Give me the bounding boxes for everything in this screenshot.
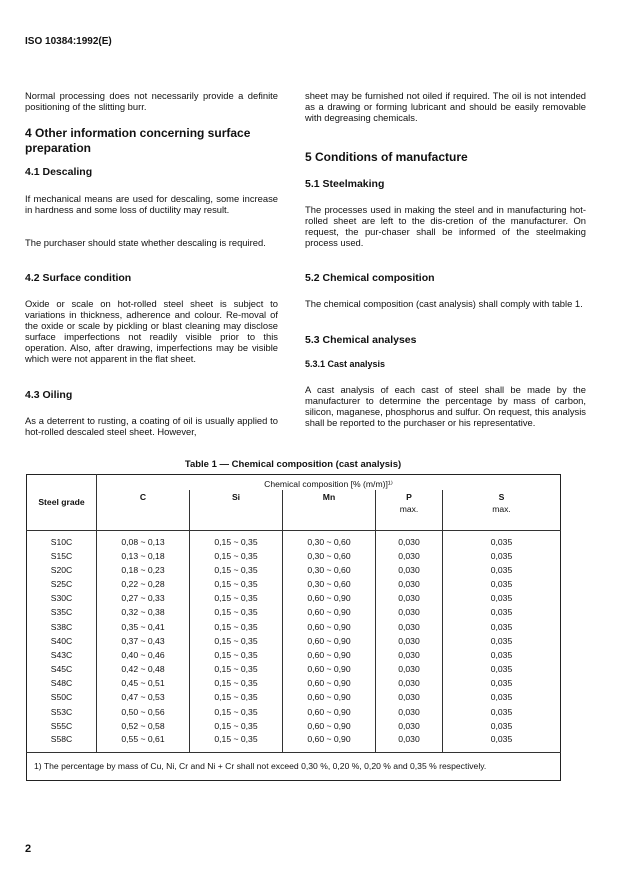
table-cell: 0,13 ~ 0,18: [97, 549, 190, 563]
table-cell: 0,030: [376, 549, 443, 563]
table-cell: 0,035: [490, 664, 513, 675]
table-row: [27, 549, 561, 563]
table-cell: 0,15 ~ 0,35: [190, 563, 283, 577]
table-cell: 0,47 ~ 0,53: [97, 691, 190, 705]
table-cell: 0,035: [490, 607, 513, 618]
table-cell: 0,30 ~ 0,60: [283, 577, 376, 591]
table-cell: 0,15 ~ 0,35: [190, 606, 283, 620]
header-c: C: [97, 490, 190, 504]
table-cell: 0,22 ~ 0,28: [97, 577, 190, 591]
table-row: [27, 530, 561, 549]
table-cell: 0,030: [376, 677, 443, 691]
table-row: [27, 577, 561, 591]
table-cell: 0,030: [376, 563, 443, 577]
table-row: [27, 663, 561, 677]
table-cell: 0,15 ~ 0,35: [190, 677, 283, 691]
table-cell: S40C: [27, 634, 97, 648]
header-p: P: [376, 490, 443, 504]
table-cell: 0,52 ~ 0,58: [97, 719, 190, 733]
table-cell: S45C: [27, 663, 97, 677]
document-header: ISO 10384:1992(E): [25, 36, 112, 47]
table-cell: S55C: [27, 719, 97, 733]
table-cell: 0,030: [376, 733, 443, 752]
table-cell: 0,15 ~ 0,35: [190, 733, 283, 752]
table-cell: 0,35 ~ 0,41: [97, 620, 190, 634]
table-cell: 0,030: [376, 606, 443, 620]
table-row: [27, 719, 561, 733]
table-cell: 0,035: [490, 593, 513, 604]
paragraph: As a deterrent to rusting, a coating of oil is usually applied to hot-rolled descaled steel sheet. However,: [25, 415, 278, 437]
header-s: S: [498, 491, 505, 502]
table-cell: 0,40 ~ 0,46: [97, 648, 190, 662]
table-cell: S48C: [27, 677, 97, 691]
table-cell: S58C: [27, 733, 97, 752]
section-5-3-1-heading: 5.3.1 Cast analysis: [305, 359, 386, 369]
table-row: [27, 592, 561, 606]
table-cell: S30C: [27, 592, 97, 606]
table-cell: S10C: [27, 530, 97, 549]
section-4-heading: 4 Other information concerning surface preparation: [25, 126, 251, 155]
table-cell: 0,035: [490, 734, 513, 745]
table-row: [27, 733, 561, 752]
table-cell: 0,035: [490, 621, 513, 632]
table-row: [27, 691, 561, 705]
table-cell: 0,60 ~ 0,90: [283, 733, 376, 752]
table-row: [27, 634, 561, 648]
table-cell: 0,15 ~ 0,35: [190, 577, 283, 591]
table-cell: 0,035: [490, 635, 513, 646]
paragraph: The purchaser should state whether descaling is required.: [25, 237, 266, 248]
table-row: [27, 705, 561, 719]
table-cell: 0,55 ~ 0,61: [97, 733, 190, 752]
table-cell: 0,035: [490, 649, 513, 660]
table-cell: 0,030: [376, 705, 443, 719]
table-cell: 0,32 ~ 0,38: [97, 606, 190, 620]
section-5-2-heading: 5.2 Chemical composition: [305, 272, 435, 284]
table-cell: 0,50 ~ 0,56: [97, 705, 190, 719]
table-cell: 0,030: [376, 648, 443, 662]
table-cell: S50C: [27, 691, 97, 705]
table-cell: 0,60 ~ 0,90: [283, 677, 376, 691]
paragraph: The chemical composition (cast analysis) shall comply with table 1.: [305, 298, 583, 309]
table-cell: 0,45 ~ 0,51: [97, 677, 190, 691]
table-cell: S35C: [27, 606, 97, 620]
table-cell: 0,15 ~ 0,35: [190, 705, 283, 719]
table-cell: 0,030: [376, 691, 443, 705]
table-cell: 0,27 ~ 0,33: [97, 592, 190, 606]
table-cell: 0,60 ~ 0,90: [283, 719, 376, 733]
table-row: [27, 677, 561, 691]
table-cell: 0,60 ~ 0,90: [283, 691, 376, 705]
section-5-1-heading: 5.1 Steelmaking: [305, 178, 385, 190]
table-row: [27, 620, 561, 634]
table-cell: S20C: [27, 563, 97, 577]
table-cell: 0,030: [376, 719, 443, 733]
paragraph: sheet may be furnished not oiled if required. The oil is not intended as a drawing or forming lubricant and should be easily removable with degreasing chemicals.: [305, 90, 586, 123]
table-cell: 0,15 ~ 0,35: [190, 592, 283, 606]
table-cell: 0,08 ~ 0,13: [97, 530, 190, 549]
header-si: Si: [190, 490, 283, 504]
table-footnote: 1) The percentage by mass of Cu, Ni, Cr and Ni + Cr shall not exceed 0,30 %, 0,20 %, 0,20 % and 0,35 % respectively.: [34, 760, 487, 771]
subheader-p-max: max.: [376, 504, 443, 530]
paragraph: The processes used in making the steel and in manufacturing hot-rolled sheet are left to the dis-cretion of the manufacturer. On request, the pur-chaser shall be informed of the steelmaking process used.: [305, 204, 586, 248]
table-cell: 0,60 ~ 0,90: [283, 620, 376, 634]
table-row: [27, 648, 561, 662]
table-cell: 0,60 ~ 0,90: [283, 705, 376, 719]
table-cell: 0,035: [490, 578, 513, 589]
table-cell: 0,15 ~ 0,35: [190, 549, 283, 563]
table-cell: 0,030: [376, 634, 443, 648]
table-cell: 0,035: [490, 706, 513, 717]
table-cell: 0,030: [376, 592, 443, 606]
table-cell: 0,37 ~ 0,43: [97, 634, 190, 648]
chemical-composition-table: [26, 474, 561, 781]
table-cell: 0,035: [490, 678, 513, 689]
table-row: [27, 563, 561, 577]
table-cell: 0,60 ~ 0,90: [283, 606, 376, 620]
table-title: Table 1 — Chemical composition (cast analysis): [184, 459, 402, 470]
table-cell: 0,15 ~ 0,35: [190, 663, 283, 677]
intro-paragraph: Normal processing does not necessarily provide a definite positioning of the slitting burr.: [25, 90, 278, 112]
table-cell: 0,035: [490, 537, 513, 548]
table-cell: 0,30 ~ 0,60: [283, 549, 376, 563]
paragraph: If mechanical means are used for descaling, some increase in hardness and some loss of ductility may result.: [25, 193, 278, 215]
table-cell: 0,035: [490, 550, 513, 561]
section-4-1-heading: 4.1 Descaling: [25, 166, 93, 178]
table-cell: S25C: [27, 577, 97, 591]
table-cell: 0,18 ~ 0,23: [97, 563, 190, 577]
table-cell: 0,030: [376, 577, 443, 591]
table-cell: 0,15 ~ 0,35: [190, 634, 283, 648]
table-row: [27, 606, 561, 620]
table-cell: 0,60 ~ 0,90: [283, 648, 376, 662]
page-number: 2: [25, 843, 32, 855]
table-cell: 0,15 ~ 0,35: [190, 691, 283, 705]
table-cell: 0,60 ~ 0,90: [283, 634, 376, 648]
header-chemical-composition: Chemical composition [% (m/m)]¹⁾: [264, 479, 393, 489]
table-cell: S53C: [27, 705, 97, 719]
table-cell: 0,035: [490, 692, 513, 703]
section-4-3-heading: 4.3 Oiling: [25, 389, 73, 401]
paragraph: A cast analysis of each cast of steel shall be made by the manufacturer to determine the percentage by mass of carbon, silicon, maganese, phosphorus and sulfur. On request, this analysis shall be reported to the purchaser or his representative.: [305, 384, 586, 428]
table-cell: 0,15 ~ 0,35: [190, 620, 283, 634]
table-cell: 0,030: [376, 620, 443, 634]
table-cell: 0,60 ~ 0,90: [283, 663, 376, 677]
section-5-heading: 5 Conditions of manufacture: [305, 150, 468, 164]
section-5-3-heading: 5.3 Chemical analyses: [305, 334, 417, 346]
table-cell: 0,035: [490, 564, 513, 575]
table-cell: 0,42 ~ 0,48: [97, 663, 190, 677]
table-cell: 0,030: [376, 530, 443, 549]
table-cell: S38C: [27, 620, 97, 634]
table-cell: 0,30 ~ 0,60: [283, 530, 376, 549]
table-cell: 0,035: [490, 720, 513, 731]
table-cell: 0,15 ~ 0,35: [190, 648, 283, 662]
table-cell: 0,60 ~ 0,90: [283, 592, 376, 606]
table-cell: 0,15 ~ 0,35: [190, 719, 283, 733]
subheader-s-max: max.: [492, 504, 511, 514]
header-mn: Mn: [283, 490, 376, 504]
table-cell: 0,15 ~ 0,35: [190, 530, 283, 549]
table-cell: 0,30 ~ 0,60: [283, 563, 376, 577]
table-cell: S15C: [27, 549, 97, 563]
section-4-2-heading: 4.2 Surface condition: [25, 272, 132, 284]
paragraph: Oxide or scale on hot-rolled steel sheet is subject to variations in thickness, adherence and colour. Re-moval of the oxide or scale by pickling or blast cleaning may disclose surface imperfections not readily visible prior to this operation. Also, after drawing, imperfections may be visible which were not apparent in the flat sheet.: [25, 298, 278, 364]
table-cell: 0,030: [376, 663, 443, 677]
table-cell: S43C: [27, 648, 97, 662]
header-steel-grade: Steel grade: [27, 475, 97, 531]
